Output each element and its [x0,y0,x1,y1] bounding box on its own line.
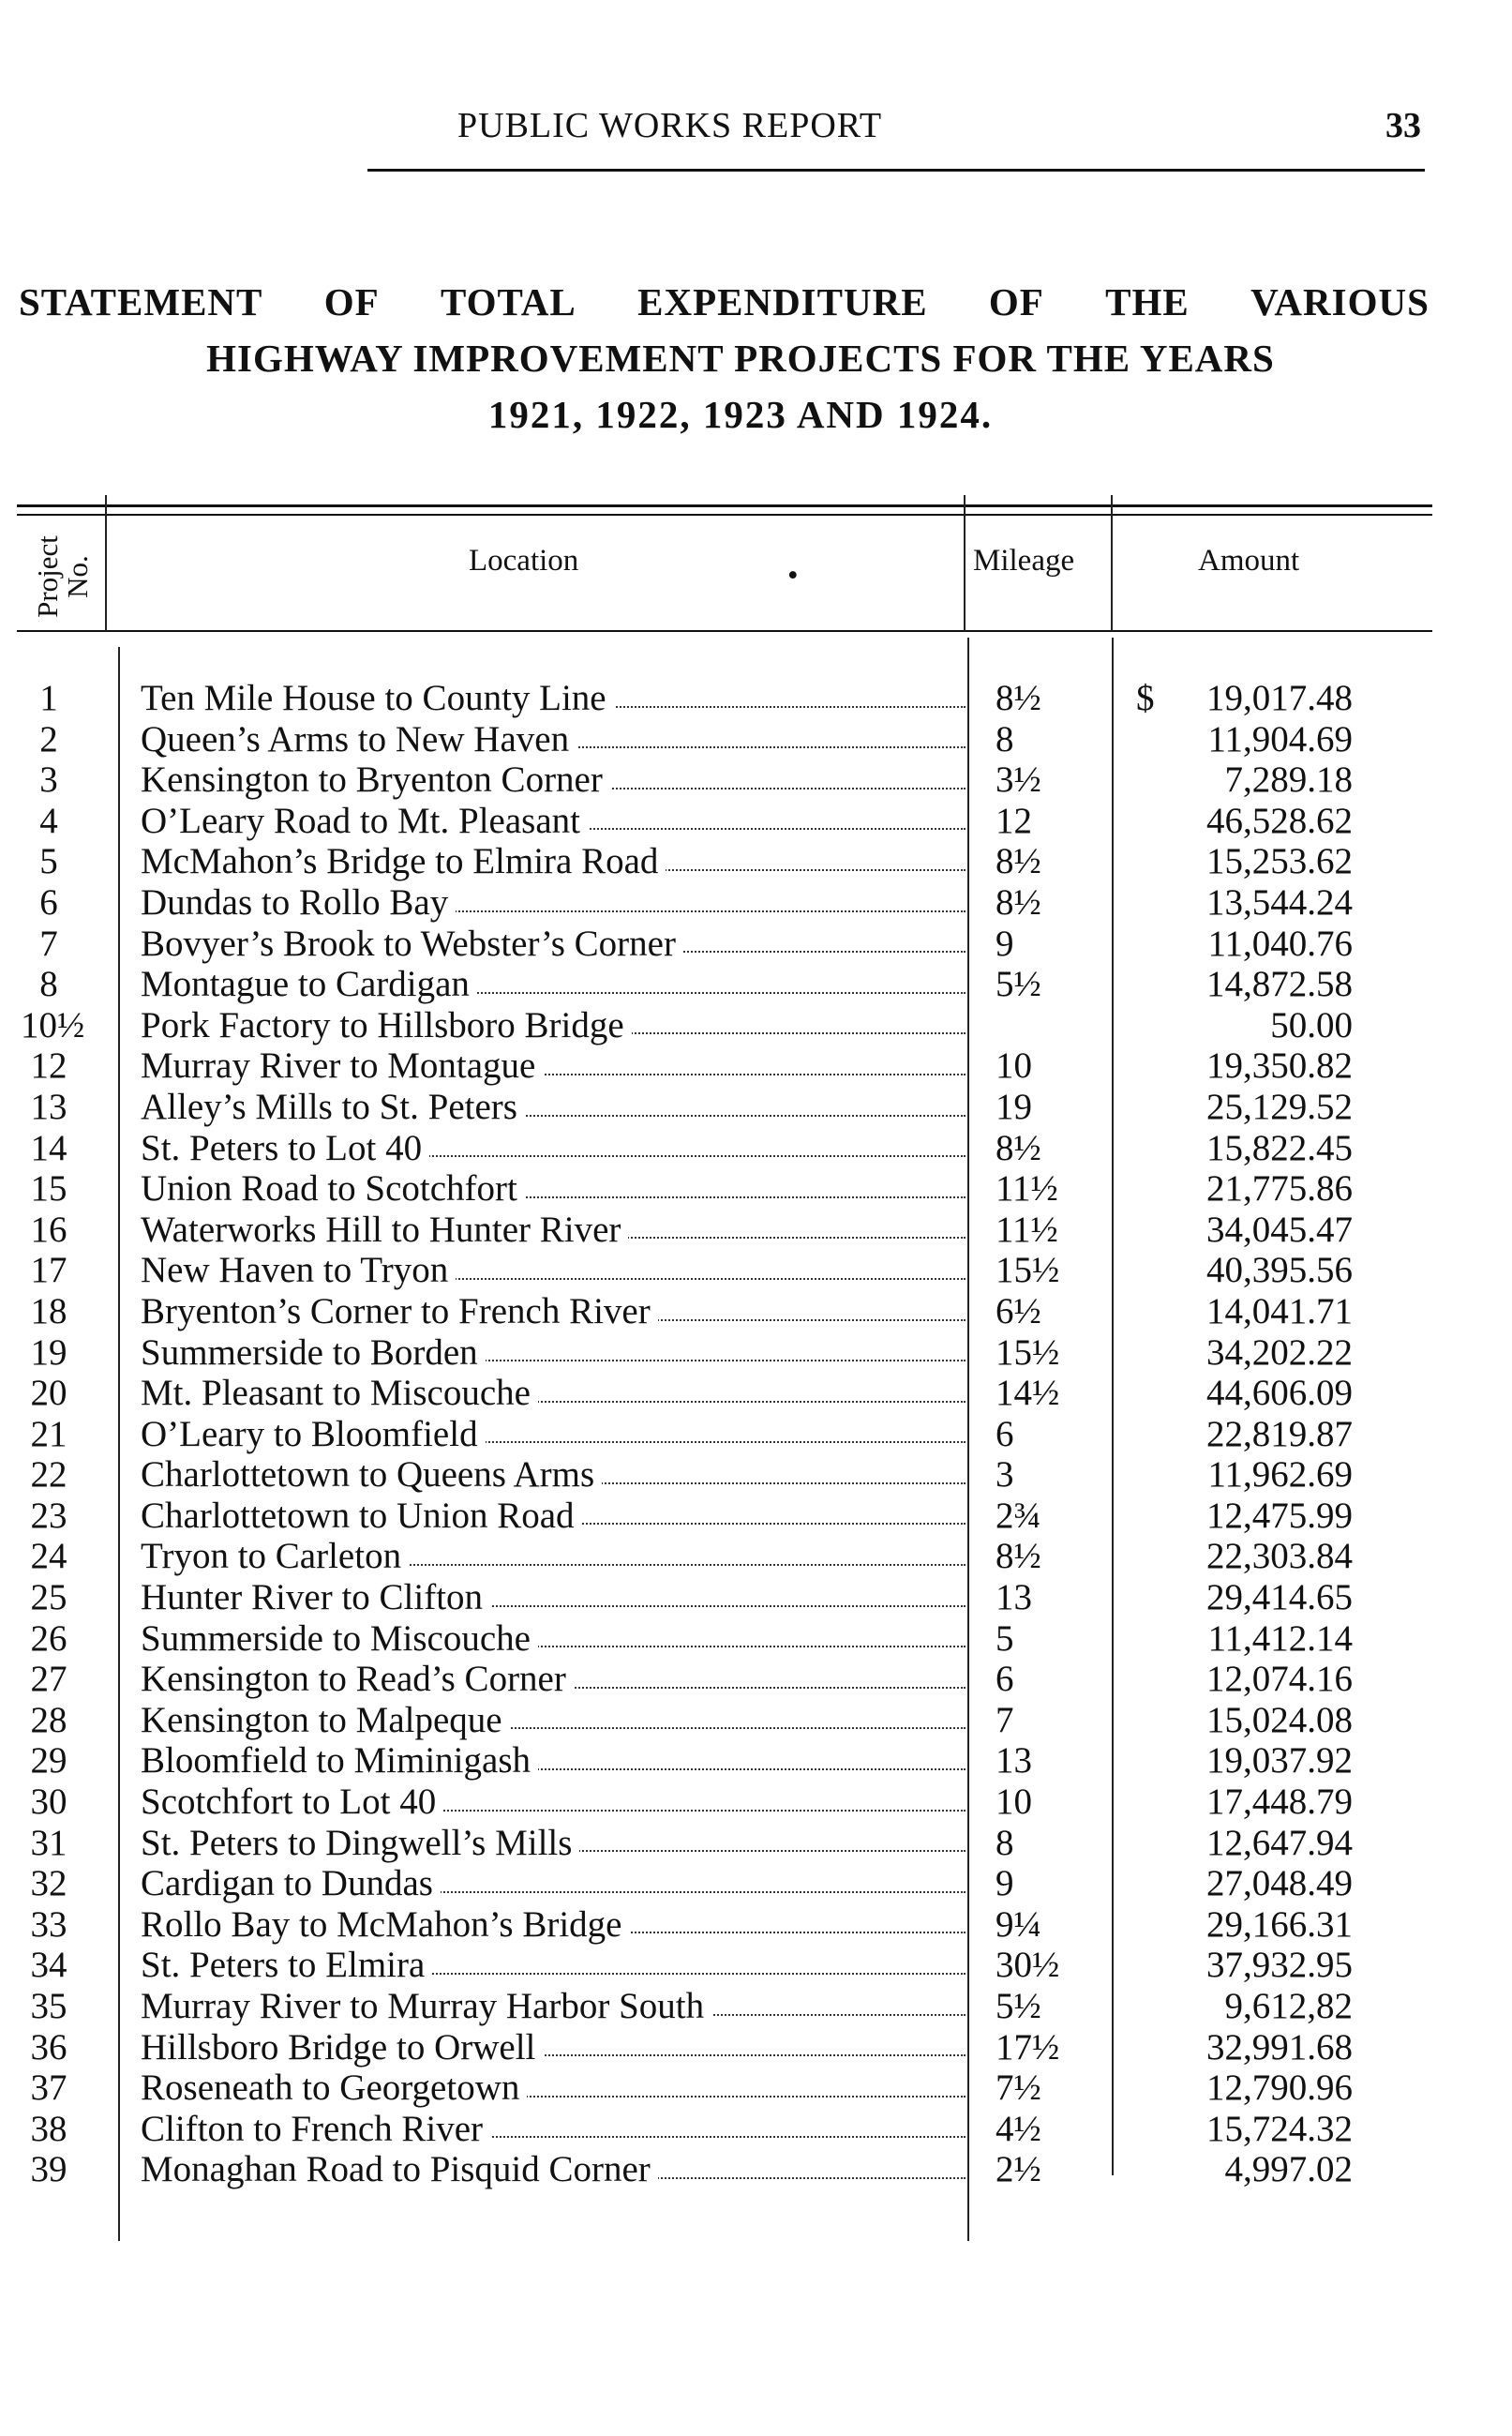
amount-value: 40,395.56 [1206,1250,1353,1291]
statement-word: VARIOUS [1250,280,1430,323]
mileage-value: 3½ [996,759,1041,801]
header-bottom-rule [17,630,1432,632]
column-header-amount: Amount [1198,544,1300,578]
table-row [0,759,1512,801]
location-cell [141,759,966,801]
statement-title-line-2: HIGHWAY IMPROVEMENT PROJECTS FOR THE YEARS [206,337,1275,380]
project-number: 34 [30,1945,67,1986]
project-number: 23 [30,1495,67,1536]
project-number: 32 [30,1863,67,1904]
table-body [0,678,1512,2190]
mileage-value: 3 [996,1454,1014,1496]
location-cell [141,1659,966,1700]
amount-value: 27,048.49 [1206,1863,1353,1904]
amount-value: 11,962.69 [1207,1454,1353,1496]
amount-value: 46,528.62 [1206,800,1353,841]
column-divider-location-header [964,495,966,631]
project-number: 36 [30,2026,67,2068]
location-text: Queen’s Arms to New Haven [141,719,576,759]
location-text: Waterworks Hill to Hunter River [141,1210,628,1250]
table-row [0,1496,1512,1537]
location-text: Ten Mile House to County Line [141,678,614,718]
amount-value: 15,253.62 [1206,841,1353,882]
project-number: 18 [30,1290,67,1331]
location-text: Pork Factory to Hillsboro Bridge [141,1005,632,1045]
location-cell [141,1291,966,1332]
project-number: 3 [39,759,58,801]
location-text: O’Leary to Bloomfield [141,1414,486,1454]
amount-value: 7,289.18 [1224,759,1353,801]
table-row [0,801,1512,842]
project-number: 4 [39,800,58,841]
amount-value: 12,647.94 [1206,1822,1353,1863]
table-row [0,964,1512,1005]
table-row [0,1782,1512,1823]
amount-value: 44,606.09 [1206,1373,1353,1414]
mileage-value: 5 [996,1617,1014,1659]
column-header-mileage: Mileage [973,544,1075,578]
mileage-value: 19 [996,1086,1032,1127]
location-text: Kensington to Read’s Corner [141,1659,574,1699]
location-cell [141,1782,966,1823]
location-cell [141,1414,966,1455]
location-text: Kensington to Malpeque [141,1700,510,1740]
project-number: 14 [30,1127,67,1168]
amount-value: 29,166.31 [1206,1903,1353,1945]
amount-value: 15,024.08 [1206,1699,1353,1740]
mileage-value: 6 [996,1659,1014,1700]
mileage-value: 13 [996,1577,1032,1618]
project-number: 27 [30,1659,67,1700]
location-cell [141,2068,966,2109]
mileage-value: 8½ [996,1127,1041,1168]
table-row [0,841,1512,882]
amount-value: 12,074.16 [1206,1659,1353,1700]
location-text: Montague to Cardigan [141,964,477,1004]
column-header-project-no [21,525,105,628]
project-number: 26 [30,1617,67,1659]
amount-value: 12,790.96 [1206,2068,1353,2109]
mileage-value: 7½ [996,2068,1041,2109]
project-number: 5 [39,841,58,882]
location-text: Bovyer’s Brook to Webster’s Corner [141,924,683,964]
table-row [0,1986,1512,2027]
location-cell [141,1863,966,1904]
location-text: Scotchfort to Lot 40 [141,1782,443,1822]
location-text: O’Leary Road to Mt. Pleasant [141,801,588,841]
amount-value: 11,412.14 [1207,1617,1353,1659]
table-row [0,1332,1512,1374]
mileage-value: 10 [996,1782,1032,1823]
location-cell [141,2027,966,2068]
project-number: 1 [39,678,58,718]
location-cell [141,1210,966,1251]
location-cell [141,2149,966,2190]
table-row [0,1659,1512,1700]
table-row [0,882,1512,924]
column-header-project-line1: Project [31,535,64,618]
location-cell [141,2109,966,2150]
running-header [0,105,1512,161]
header-rule [367,169,1425,172]
amount-value: 15,724.32 [1206,2108,1353,2149]
table-row [0,1210,1512,1251]
project-number: 24 [30,1536,67,1577]
location-cell [141,678,966,719]
table-row [0,1045,1512,1087]
mileage-value: 4½ [996,2108,1041,2149]
location-cell [141,924,966,965]
location-cell [141,841,966,882]
location-text: Monaghan Road to Pisquid Corner [141,2149,658,2189]
amount-value: 13,544.24 [1206,881,1353,923]
table-row [0,678,1512,719]
mileage-value: 9¼ [996,1903,1041,1945]
table-row [0,2027,1512,2068]
location-text: Charlottetown to Union Road [141,1496,582,1536]
location-cell [141,1945,966,1986]
location-cell [141,1577,966,1618]
project-number: 38 [30,2108,67,2149]
location-cell [141,1454,966,1496]
amount-value: 29,414.65 [1206,1577,1353,1618]
table-row [0,1536,1512,1577]
location-text: St. Peters to Lot 40 [141,1128,429,1168]
location-cell [141,1700,966,1741]
amount-value: 34,045.47 [1206,1209,1353,1250]
project-number: 7 [39,923,58,964]
statement-word: THE [1105,280,1190,323]
location-text: Union Road to Scotchfort [141,1168,525,1209]
location-text: Clifton to French River [141,2109,490,2149]
location-text: Rollo Bay to McMahon’s Bridge [141,1904,629,1945]
project-number: 31 [30,1822,67,1863]
table-row [0,1618,1512,1660]
location-cell [141,719,966,760]
location-cell [141,1618,966,1660]
table-row [0,1700,1512,1741]
location-text: Kensington to Bryenton Corner [141,759,610,800]
statement-word: STATEMENT [19,280,263,323]
amount-value: 15,822.45 [1206,1127,1353,1168]
location-text: Dundas to Rollo Bay [141,882,456,923]
amount-value: 4,997.02 [1224,2149,1353,2190]
table-top-rule-inner [17,514,1432,516]
table-row [0,2109,1512,2150]
table-row [0,1291,1512,1332]
table-row [0,1454,1512,1496]
mileage-value: 10 [996,1045,1032,1087]
mileage-value: 2¾ [996,1495,1041,1536]
mileage-value: 6½ [996,1290,1041,1331]
location-cell [141,1168,966,1210]
location-text: Charlottetown to Queens Arms [141,1454,602,1495]
project-number: 21 [30,1413,67,1454]
mileage-value: 12 [996,800,1032,841]
project-number: 25 [30,1577,67,1618]
project-number: 22 [30,1454,67,1496]
statement-title-line-1 [19,274,1430,330]
location-cell [141,1373,966,1414]
mileage-value: 11½ [996,1209,1058,1250]
column-divider-mileage-header [1111,495,1113,631]
amount-value: 19,037.92 [1206,1740,1353,1782]
table-row [0,1250,1512,1291]
mileage-value: 30½ [996,1945,1060,1986]
amount-value: 19,017.48 [1206,678,1353,718]
running-title: PUBLIC WORKS REPORT [457,106,883,145]
amount-value: 21,775.86 [1206,1168,1353,1210]
statement-word: OF [988,280,1044,323]
column-header-location: Location [469,544,579,578]
location-text: Murray River to Murray Harbor South [141,1986,711,2026]
table-row [0,2149,1512,2190]
table-row [0,1005,1512,1046]
mileage-value: 2½ [996,2149,1041,2190]
amount-value: 12,475.99 [1206,1495,1353,1536]
mileage-value: 8½ [996,678,1041,718]
location-text: McMahon’s Bridge to Elmira Road [141,841,666,881]
column-divider-project-header [105,495,107,631]
location-text: Summerside to Miscouche [141,1618,538,1659]
location-text: Tryon to Carleton [141,1536,409,1576]
amount-value: 37,932.95 [1206,1945,1353,1986]
mileage-value: 15½ [996,1250,1060,1291]
mileage-value: 8 [996,1822,1014,1863]
location-text: St. Peters to Elmira [141,1945,432,1985]
location-cell [141,964,966,1005]
column-header-dot: • [787,559,799,593]
location-cell [141,1904,966,1946]
project-number: 15 [30,1168,67,1210]
table-row [0,1087,1512,1128]
table-row [0,719,1512,760]
mileage-value: 8 [996,718,1014,759]
amount-value: 25,129.52 [1206,1086,1353,1127]
mileage-value: 15½ [996,1331,1060,1373]
table-row [0,1904,1512,1946]
column-header-project-line2: No. [61,555,94,598]
location-text: Bryenton’s Corner to French River [141,1291,658,1331]
mileage-value: 11½ [996,1168,1058,1210]
mileage-value: 13 [996,1740,1032,1782]
mileage-value: 6 [996,1413,1014,1454]
table-row [0,1945,1512,1986]
amount-value: 22,303.84 [1206,1536,1353,1577]
location-cell [141,1087,966,1128]
location-cell [141,1986,966,2027]
table-row [0,1128,1512,1169]
table-row [0,1414,1512,1455]
table-top-rule [17,504,1432,507]
table-row [0,1863,1512,1904]
location-text: Roseneath to Georgetown [141,2068,527,2108]
location-cell [141,882,966,924]
location-text: Mt. Pleasant to Miscouche [141,1373,538,1413]
mileage-value: 9 [996,1863,1014,1904]
table-row [0,1740,1512,1782]
location-cell [141,801,966,842]
location-text: New Haven to Tryon [141,1250,456,1290]
statement-title [19,274,1444,443]
location-cell [141,1740,966,1782]
project-number: 10½ [21,1004,85,1045]
location-cell [141,1496,966,1537]
project-number: 37 [30,2068,67,2109]
project-number: 35 [30,1986,67,2026]
location-cell [141,1250,966,1291]
amount-value: 9,612,82 [1224,1986,1353,2026]
amount-value: 50.00 [1270,1004,1353,1045]
location-text: Cardigan to Dundas [141,1863,441,1903]
project-number: 39 [30,2149,67,2190]
table-row [0,924,1512,965]
amount-value: 14,872.58 [1206,964,1353,1005]
project-number: 12 [30,1045,67,1087]
amount-value: 11,904.69 [1207,718,1353,759]
location-cell [141,1128,966,1169]
location-text: Summerside to Borden [141,1332,486,1373]
mileage-value: 8½ [996,1536,1041,1577]
location-cell [141,1332,966,1374]
mileage-value: 5½ [996,964,1041,1005]
location-text: Hillsboro Bridge to Orwell [141,2027,543,2068]
mileage-value: 7 [996,1699,1014,1740]
page-number: 33 [1385,106,1421,145]
project-number: 28 [30,1699,67,1740]
table-row [0,2068,1512,2109]
location-text: Murray River to Montague [141,1045,543,1086]
statement-word: OF [323,280,380,323]
amount-value: 14,041.71 [1206,1290,1353,1331]
mileage-value: 8½ [996,841,1041,882]
amount-value: 22,819.87 [1206,1413,1353,1454]
project-number: 2 [39,718,58,759]
mileage-value: 8½ [996,881,1041,923]
project-number: 17 [30,1250,67,1291]
project-number: 29 [30,1740,67,1782]
statement-word: EXPENDITURE [637,280,928,323]
amount-value: 19,350.82 [1206,1045,1353,1087]
mileage-value: 17½ [996,2026,1060,2068]
location-cell [141,1536,966,1577]
currency-symbol: $ [1136,678,1155,718]
amount-value: 34,202.22 [1206,1331,1353,1373]
project-number: 20 [30,1373,67,1414]
location-cell [141,1005,966,1046]
statement-word: TOTAL [441,280,576,323]
location-text: St. Peters to Dingwell’s Mills [141,1823,579,1863]
statement-title-line-3: 1921, 1922, 1923 AND 1924. [487,393,994,436]
amount-value: 11,040.76 [1207,923,1353,964]
table-row [0,1577,1512,1618]
project-number: 8 [39,964,58,1005]
location-text: Bloomfield to Miminigash [141,1740,538,1781]
project-number: 19 [30,1331,67,1373]
project-number: 13 [30,1086,67,1127]
amount-value: 32,991.68 [1206,2026,1353,2068]
location-cell [141,1045,966,1087]
location-cell [141,1823,966,1864]
project-number: 33 [30,1903,67,1945]
table-row [0,1373,1512,1414]
location-text: Hunter River to Clifton [141,1577,490,1617]
location-text: Alley’s Mills to St. Peters [141,1087,525,1127]
table-row [0,1168,1512,1210]
project-number: 30 [30,1782,67,1823]
mileage-value: 5½ [996,1986,1041,2026]
amount-value: 17,448.79 [1206,1782,1353,1823]
mileage-value: 9 [996,923,1014,964]
mileage-value: 14½ [996,1373,1060,1414]
project-number: 16 [30,1209,67,1250]
project-number: 6 [39,881,58,923]
table-row [0,1823,1512,1864]
